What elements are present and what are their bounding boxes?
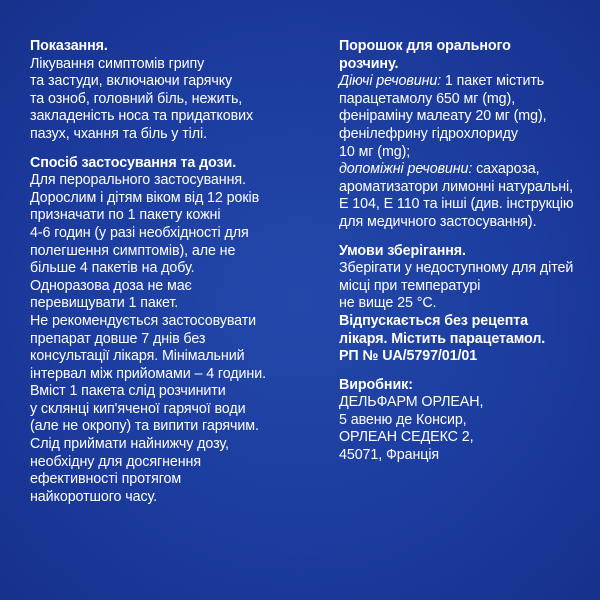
usage-line: необхідну для досягнення — [30, 453, 201, 470]
usage-line: Для перорального застосування. — [30, 172, 246, 189]
section-gap — [30, 144, 305, 155]
composition-line: парацетамолу 650 мг (mg), — [339, 90, 516, 107]
indications-line: пазух, чхання та біль у тілі. — [30, 125, 207, 142]
usage-line: Дорослим і дітям віком від 12 років — [30, 189, 260, 206]
usage-line: Вміст 1 пакета слід розчинити — [30, 383, 226, 400]
section-gap — [339, 366, 589, 377]
composition-heading: Порошок для орального — [339, 38, 511, 54]
manufacturer-section — [339, 377, 589, 465]
active-ingredients-line — [339, 73, 589, 91]
active-ingredients-label: Діючі речовини: — [339, 73, 442, 90]
composition-line: ароматизатори лимонні натуральні, — [339, 178, 574, 195]
indications-line: Лікування симптомів грипу — [30, 55, 205, 72]
usage-line: у склянці кип'яченої гарячої води — [30, 400, 246, 417]
composition-line: для медичного застосування). — [339, 213, 537, 230]
excipients-text: сахароза, — [472, 161, 540, 178]
prescription-note: лікаря. Містить парацетамол. — [339, 330, 546, 347]
usage-line: більше 4 пакетів на добу. — [30, 260, 195, 277]
usage-line: (але не окропу) та випити гарячим. — [30, 418, 259, 435]
section-gap — [339, 232, 589, 243]
indications-line: закладеність носа та придаткових — [30, 108, 254, 125]
usage-line: Не рекомендується застосовувати — [30, 312, 257, 329]
usage-line: призначати по 1 пакету кожні — [30, 207, 221, 224]
indications-line: та застуди, включаючи гарячку — [30, 73, 233, 90]
indications-section — [30, 38, 305, 144]
manufacturer-line: 5 авеню де Консир, — [339, 411, 467, 428]
manufacturer-line: 45071, Франція — [339, 447, 440, 464]
usage-line: препарат довше 7 днів без — [30, 330, 206, 347]
usage-line: 4-6 годин (у разі необхідності для — [30, 224, 249, 241]
usage-line: консультації лікаря. Мінімальний — [30, 348, 245, 365]
composition-line: фенілефрину гідрохлориду — [339, 125, 518, 142]
manufacturer-line: ОРЛЕАН СЕДЕКС 2, — [339, 429, 474, 446]
composition-line: Е 104, Е 110 та інші (див. інструкцію — [339, 196, 574, 213]
usage-line: Слід приймати найнижчу дозу, — [30, 436, 229, 453]
manufacturer-line: ДЕЛЬФАРМ ОРЛЕАН, — [339, 394, 484, 411]
usage-section — [30, 155, 305, 507]
storage-line: місці при температурі — [339, 277, 481, 294]
usage-line: інтервал між прийомами – 4 години. — [30, 365, 266, 382]
storage-line: Зберігати у недоступному для дітей — [339, 260, 574, 277]
indications-heading: Показання. — [30, 38, 108, 54]
usage-line: найкоротшого часу. — [30, 488, 158, 505]
usage-line: полегшення симптомів), але не — [30, 242, 236, 259]
excipients-label: допоміжні речовини: — [339, 161, 473, 178]
composition-section — [339, 38, 589, 232]
registration-number: РП № UA/5797/01/01 — [339, 348, 478, 365]
storage-line: не вище 25 °С. — [339, 295, 437, 312]
usage-line: перевищувати 1 пакет. — [30, 295, 179, 312]
composition-heading: розчину. — [339, 55, 399, 72]
usage-heading: Спосіб застосування та дози. — [30, 154, 237, 171]
active-ingredients-text: 1 пакет містить — [441, 73, 545, 90]
usage-line: ефективності протягом — [30, 471, 182, 488]
storage-section — [339, 243, 589, 366]
usage-line: Одноразова доза не має — [30, 277, 192, 294]
storage-heading: Умови зберігання. — [339, 242, 466, 259]
composition-line: феніраміну малеату 20 мг (mg), — [339, 108, 547, 125]
left-column — [30, 38, 305, 506]
indications-line: та озноб, головний біль, нежить, — [30, 90, 243, 107]
manufacturer-heading: Виробник: — [339, 376, 413, 393]
prescription-note: Відпускається без рецепта — [339, 312, 528, 329]
excipients-line — [339, 161, 589, 179]
right-column — [339, 38, 589, 465]
composition-line: 10 мг (mg); — [339, 143, 411, 160]
